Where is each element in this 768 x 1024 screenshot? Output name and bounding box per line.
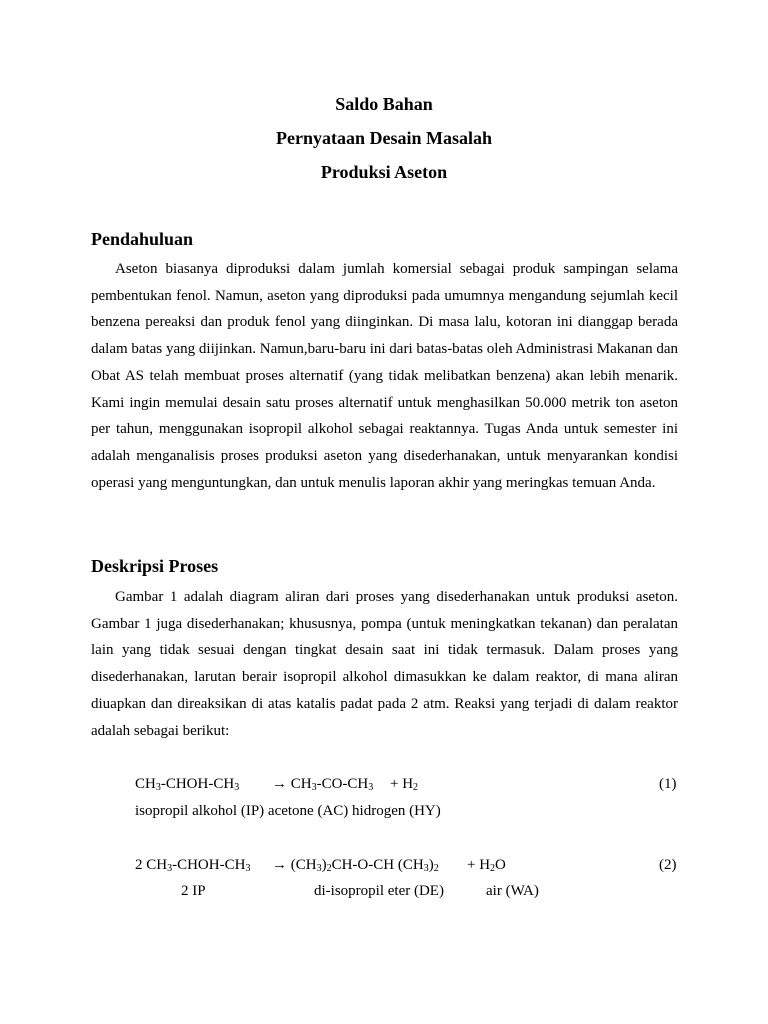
doc-title-line-1: Saldo Bahan (335, 94, 433, 114)
paragraph-deskripsi: Gambar 1 adalah diagram aliran dari proses yang disederhanakan untuk produksi aseton. Gambar 1 juga disederhanakan; khususnya, pompa (untuk meningkatkan tekanan) dan peralatan lain yang tidak sesuai dengan tingkat desain saat ini tidak termasuk. Dalam proses yang disederhanakan, larutan berair isopropil alkohol dimasukkan ke dalam reaktor, di mana aliran diuapkan dan direaksikan di atas katalis padat pada 2 atm. Reaksi yang terjadi di dalam reaktor adalah sebagai berikut: (91, 589, 678, 739)
equation-2-label-de: di-isopropil eter (DE) (314, 883, 444, 899)
equation-2-product: → $(CH_3)_2CH-O-CH$ $(CH_3)_2$ (272, 857, 439, 874)
section-heading-pendahuluan: Pendahuluan (91, 229, 194, 249)
doc-title-line-3: Produksi Aseton (320, 162, 448, 182)
equation-1-number: (1) (659, 776, 677, 792)
equation-1-product: → $CH_3-CO-CH_3$ (272, 776, 374, 793)
reaction-arrow-icon: → (272, 857, 287, 873)
section-heading-deskripsi: Deskripsi Proses (91, 556, 219, 576)
equation-1-reactant: $CH_3-CHOH-CH_3$ (135, 776, 240, 793)
equation-1-byproduct: + $H_2$ (390, 776, 419, 793)
paragraph-pendahuluan: Aseton biasanya diproduksi dalam jumlah komersial sebagai produk sampingan selama pembentukan fenol. Namun, aseton yang diproduksi pada umumnya mengandung sejumlah kecil benzena pereaksi dan produk fenol yang diinginkan. Di masa lalu, kotoran ini dianggap berada dalam batas yang diijinkan. Namun,baru-baru ini dari batas-batas oleh Administrasi Makanan dan Obat AS telah membuat proses alternatif (yang tidak melibatkan benzena) akan lebih menarik. Kami ingin memulai desain satu proses alternatif untuk menghasilkan 50.000 metrik ton aseton per tahun, menggunakan isopropil alkohol sebagai reaktannya. Tugas Anda untuk semester ini adalah menganalisis proses produksi aseton yang disederhanakan, untuk menyarankan kondisi operasi yang menguntungkan, dan untuk menulis laporan akhir yang meringkas temuan Anda. (91, 261, 678, 491)
equation-2-label-wa: air (WA) (486, 883, 539, 899)
equation-1-labels: isopropil alkohol (IP) acetone (AC) hidrogen (HY) (135, 803, 441, 819)
equation-2-reactant: 2 $CH_3-CHOH-CH_3$ (135, 857, 251, 874)
equation-2-byproduct: + $H_2O$ (467, 857, 506, 874)
equation-2-number: (2) (659, 857, 677, 873)
equation-2-label-ip: 2 IP (181, 883, 206, 899)
doc-title-line-2: Pernyataan Desain Masalah (276, 128, 492, 148)
reaction-arrow-icon: → (272, 776, 287, 792)
